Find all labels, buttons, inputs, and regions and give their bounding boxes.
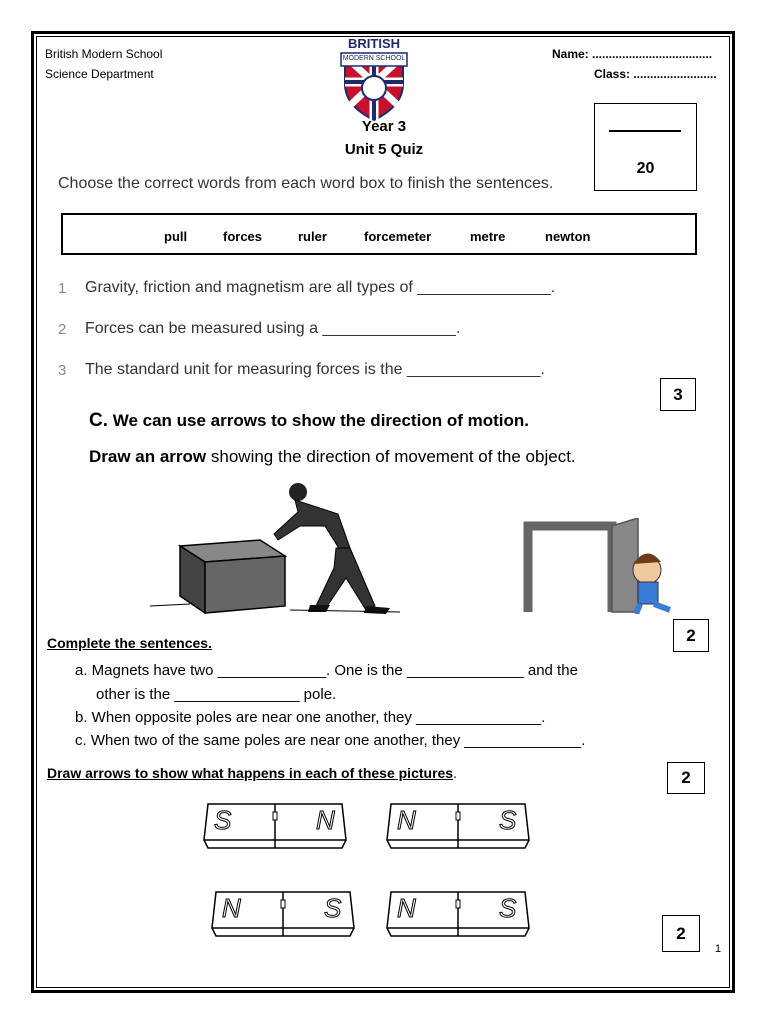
magnet-left-pole: N [397,893,416,923]
magnet-right-pole: S [499,893,517,923]
magnet-right-pole: S [499,805,517,835]
word-item: metre [470,229,506,244]
question-text: The standard unit for measuring forces is the _______________. [85,361,545,378]
logo-text-band: MODERN SCHOOL [342,55,406,62]
magnet-left-pole: N [222,893,241,923]
instruction-text: Choose the correct words from each word box to finish the sentences. [58,175,554,192]
title-year: Year 3 [361,118,407,135]
question-number: 1 [58,280,67,297]
magnet-left-pole: S [214,805,232,835]
page-number: 1 [715,943,722,955]
logo-text-top: BRITISH [348,36,400,51]
sentence-a-line1: a. Magnets have two _____________. One is the ______________ and the [75,662,578,679]
section-score-box: 2 [667,762,705,794]
draw-arrows-heading [47,765,457,781]
word-item: forcemeter [364,229,432,244]
magnet-pair-2 [383,800,533,852]
draw-arrows-heading-text: Draw arrows to show what happens in each of these pictures [47,765,454,781]
title-quiz: Unit 5 Quiz [344,141,424,158]
magnet-pair-3 [208,888,358,940]
name-field[interactable]: Name: .................................... [552,47,713,61]
word-item: pull [164,229,188,244]
magnet-pair-1 [200,800,350,852]
draw-arrow-rest: showing the direction of movement of the object. [206,447,576,466]
score-line [609,130,681,132]
score-total: 20 [636,160,655,177]
department-name: Science Department [45,67,154,81]
complete-sentences-heading: Complete the sentences. [47,635,212,651]
man-pushing-box-illustration [150,478,400,618]
draw-arrow-bold: Draw an arrow [89,447,207,466]
boy-opening-door-illustration [520,518,690,614]
section-c-heading [89,410,529,432]
draw-arrows-period: . [453,765,457,781]
sentence-a-line2: other is the _______________ pole. [96,686,337,703]
section-c-heading-text: We can use arrows to show the direction of motion. [108,411,529,430]
question-number: 3 [58,362,67,379]
magnet-left-pole: N [397,805,416,835]
section-score-box: 2 [662,915,700,952]
magnet-pair-4 [383,888,533,940]
question-number: 2 [58,321,67,338]
sentence-b: b. When opposite poles are near one another, they _______________. [75,709,546,726]
word-box [61,213,697,255]
sentence-c: c. When two of the same poles are near one another, they ______________. [75,732,586,749]
class-field[interactable]: Class: ......................... [594,67,717,81]
draw-arrow-instruction [89,447,576,467]
word-item: forces [223,229,263,244]
section-c-letter: C. [89,410,108,431]
section-score-box: 3 [660,378,696,411]
magnet-right-pole: S [324,893,342,923]
word-item: newton [545,229,591,244]
total-score-box [594,103,697,191]
question-text: Forces can be measured using a _______________. [85,320,461,337]
school-name: British Modern School [45,47,163,61]
word-item: ruler [298,229,327,244]
question-text: Gravity, friction and magnetism are all types of _______________. [85,279,556,296]
section-score-box: 2 [673,619,709,652]
magnet-right-pole: N [316,805,335,835]
